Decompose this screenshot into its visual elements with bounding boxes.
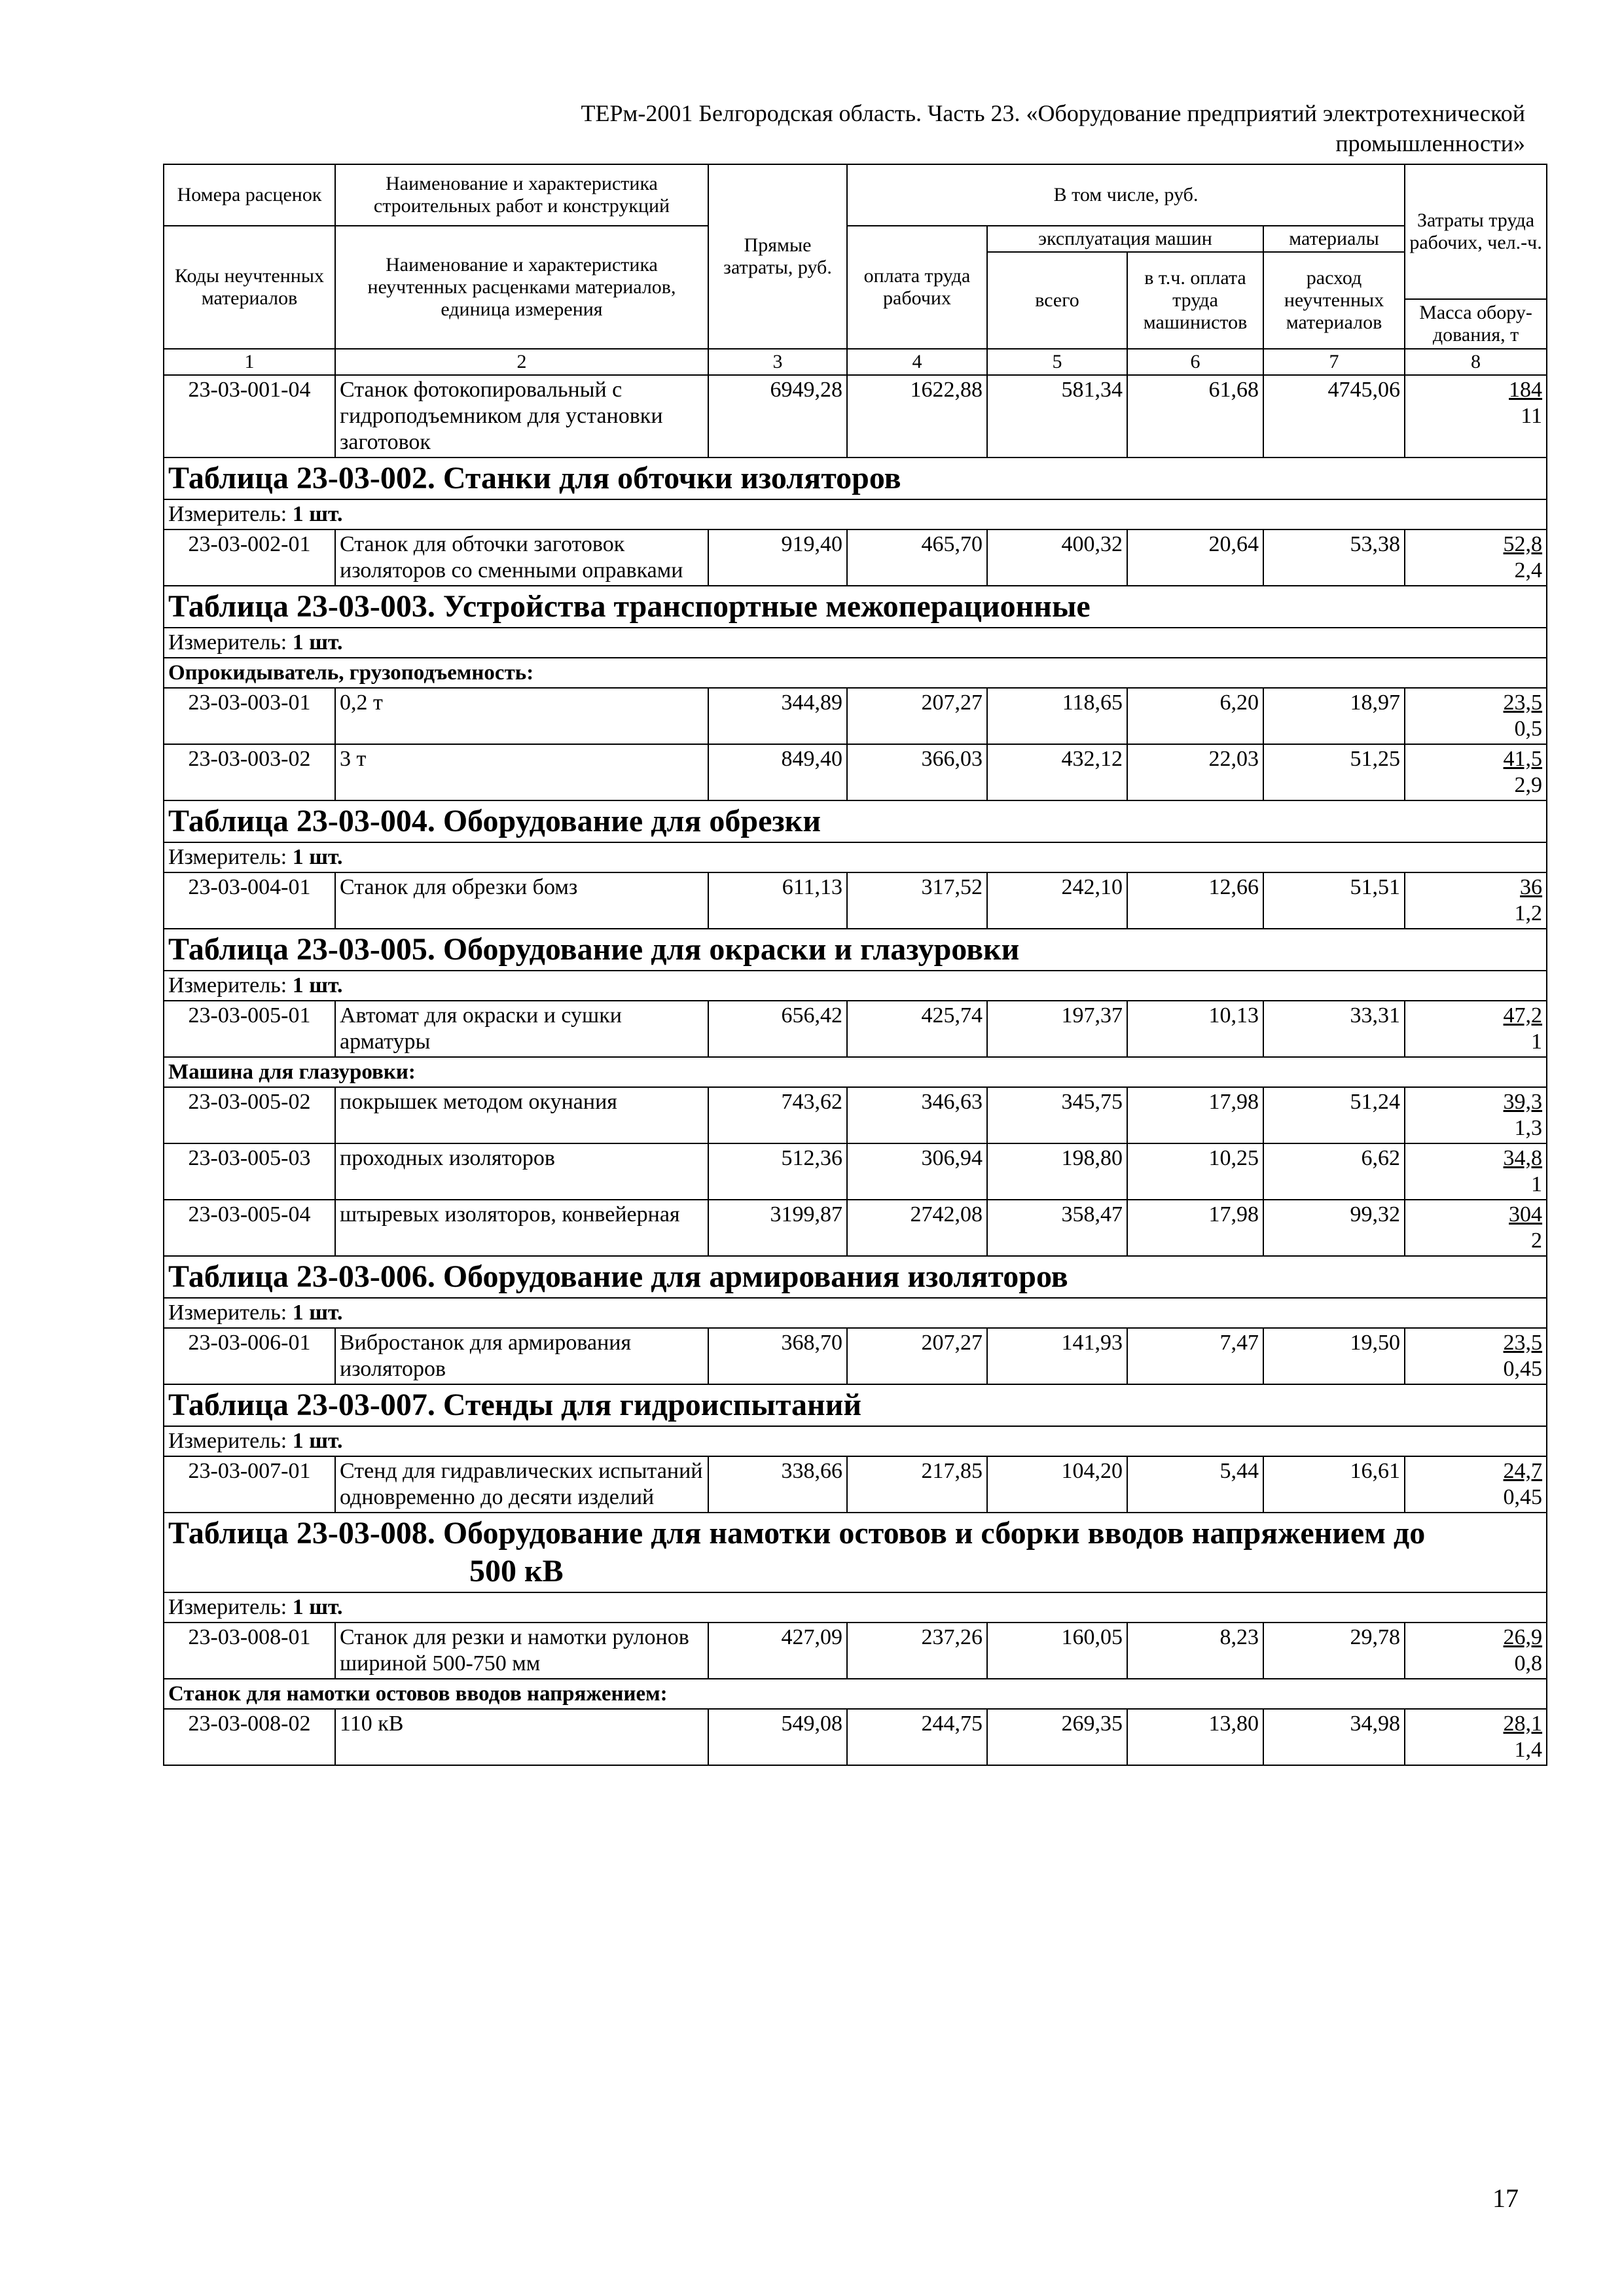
mass-value: 0,8	[1514, 1651, 1543, 1676]
mass-value: 0,5	[1514, 717, 1543, 741]
header-direct-costs: Прямые затраты, руб.	[708, 164, 847, 349]
operator-pay: 17,98	[1127, 1087, 1263, 1143]
group-title: Машина для глазуровки:	[164, 1057, 1547, 1087]
table-row	[164, 1001, 1547, 1057]
direct-costs: 368,70	[708, 1328, 847, 1384]
labor-and-mass	[1405, 1001, 1547, 1057]
materials-cost: 34,98	[1263, 1709, 1405, 1765]
materials-cost: 4745,06	[1263, 375, 1405, 457]
labor-and-mass	[1405, 1623, 1547, 1679]
mass-value: 2,9	[1514, 773, 1543, 797]
section-header	[164, 586, 1547, 628]
unit-row	[164, 971, 1547, 1001]
unit-label: Измеритель:	[168, 502, 287, 526]
operator-pay: 17,98	[1127, 1200, 1263, 1256]
section-title: Таблица 23-03-003. Устройства транспортные межоперационные	[168, 589, 1091, 624]
direct-costs: 344,89	[708, 688, 847, 744]
rate-name: Автомат для окраски и сушки арматуры	[335, 1001, 708, 1057]
materials-cost: 51,51	[1263, 872, 1405, 929]
mass-value: 1,3	[1514, 1116, 1543, 1140]
unit-row	[164, 1426, 1547, 1456]
section-title: Таблица 23-03-006. Оборудование для армирования изоляторов	[168, 1259, 1068, 1294]
rate-name: Вибростанок для армирования изоляторов	[335, 1328, 708, 1384]
rate-code: 23-03-008-02	[164, 1709, 335, 1765]
rate-name: проходных изоляторов	[335, 1143, 708, 1200]
labor-value: 34,8	[1503, 1146, 1543, 1170]
machine-total: 104,20	[987, 1456, 1127, 1513]
col-number: 3	[708, 349, 847, 375]
section-title: Таблица 23-03-008. Оборудование для намотки остовов и сборки вводов напряжением до	[168, 1516, 1426, 1551]
machine-total: 269,35	[987, 1709, 1127, 1765]
rate-code: 23-03-007-01	[164, 1456, 335, 1513]
section-title: Таблица 23-03-004. Оборудование для обрезки	[168, 804, 821, 838]
labor-and-mass	[1405, 744, 1547, 800]
table-row	[164, 1087, 1547, 1143]
rate-name: Станок фотокопировальный с гидроподъемником для установки заготовок	[335, 375, 708, 457]
machine-total: 432,12	[987, 744, 1127, 800]
unit-label: Измеритель:	[168, 1300, 287, 1325]
header-including: В том числе, руб.	[847, 164, 1405, 226]
header-operator-pay: в т.ч. оплата труда машинистов	[1127, 252, 1263, 349]
mass-value: 1,2	[1514, 901, 1543, 925]
page-number: 17	[1492, 2183, 1519, 2213]
rate-code: 23-03-003-02	[164, 744, 335, 800]
direct-costs: 338,66	[708, 1456, 847, 1513]
machine-total: 197,37	[987, 1001, 1127, 1057]
materials-cost: 53,38	[1263, 529, 1405, 586]
header-materials: материалы	[1263, 226, 1405, 252]
mass-value: 0,45	[1503, 1357, 1543, 1381]
header-equipment-mass: Масса обору-дования, т	[1405, 299, 1547, 349]
mass-value: 0,45	[1503, 1485, 1543, 1509]
worker-pay: 207,27	[847, 1328, 987, 1384]
direct-costs: 919,40	[708, 529, 847, 586]
machine-total: 358,47	[987, 1200, 1127, 1256]
document-header	[393, 98, 1525, 158]
operator-pay: 61,68	[1127, 375, 1263, 457]
rate-code: 23-03-005-03	[164, 1143, 335, 1200]
unit-row	[164, 628, 1547, 658]
direct-costs: 427,09	[708, 1623, 847, 1679]
labor-value: 24,7	[1503, 1459, 1543, 1483]
col-number: 4	[847, 349, 987, 375]
group-row	[164, 1057, 1547, 1087]
labor-and-mass	[1405, 688, 1547, 744]
machine-total: 141,93	[987, 1328, 1127, 1384]
header-machine-operation: эксплуатация машин	[987, 226, 1263, 252]
col-number: 5	[987, 349, 1127, 375]
section-header	[164, 457, 1547, 499]
rate-code: 23-03-003-01	[164, 688, 335, 744]
direct-costs: 849,40	[708, 744, 847, 800]
labor-value: 304	[1509, 1202, 1543, 1227]
col-number: 1	[164, 349, 335, 375]
unit-label: Измеритель:	[168, 630, 287, 655]
unit-row	[164, 1298, 1547, 1328]
operator-pay: 5,44	[1127, 1456, 1263, 1513]
header-work-name: Наименование и характеристика строительных работ и конструкций	[335, 164, 708, 226]
rate-code: 23-03-006-01	[164, 1328, 335, 1384]
col-number: 6	[1127, 349, 1263, 375]
machine-total: 242,10	[987, 872, 1127, 929]
rate-name: покрышек методом окунания	[335, 1087, 708, 1143]
labor-and-mass	[1405, 1200, 1547, 1256]
rate-code: 23-03-005-01	[164, 1001, 335, 1057]
rate-name: 3 т	[335, 744, 708, 800]
materials-cost: 51,25	[1263, 744, 1405, 800]
table-row	[164, 375, 1547, 457]
table-row	[164, 688, 1547, 744]
rate-code: 23-03-005-02	[164, 1087, 335, 1143]
section-header	[164, 1513, 1547, 1592]
rate-code: 23-03-005-04	[164, 1200, 335, 1256]
rate-code: 23-03-001-04	[164, 375, 335, 457]
direct-costs: 6949,28	[708, 375, 847, 457]
labor-value: 23,5	[1503, 691, 1543, 715]
materials-cost: 18,97	[1263, 688, 1405, 744]
machine-total: 198,80	[987, 1143, 1127, 1200]
header-line-1: ТЕРм-2001 Белгородская область. Часть 23. «Оборудование предприятий электротехнической	[581, 100, 1525, 126]
machine-total: 118,65	[987, 688, 1127, 744]
labor-value: 184	[1509, 378, 1543, 402]
header-material-codes: Коды неучтенных материалов	[164, 226, 335, 349]
unit-row	[164, 1592, 1547, 1623]
table-row	[164, 872, 1547, 929]
materials-cost: 6,62	[1263, 1143, 1405, 1200]
operator-pay: 12,66	[1127, 872, 1263, 929]
mass-value: 1	[1531, 1030, 1543, 1054]
col-number: 2	[335, 349, 708, 375]
rate-name: 0,2 т	[335, 688, 708, 744]
mass-value: 1,4	[1514, 1738, 1543, 1762]
unit-value: 1 шт.	[292, 845, 343, 869]
materials-cost: 51,24	[1263, 1087, 1405, 1143]
unit-row	[164, 499, 1547, 529]
operator-pay: 8,23	[1127, 1623, 1263, 1679]
worker-pay: 465,70	[847, 529, 987, 586]
direct-costs: 549,08	[708, 1709, 847, 1765]
labor-value: 36	[1520, 875, 1543, 899]
section-header	[164, 929, 1547, 971]
section-title: Таблица 23-03-005. Оборудование для окраски и глазуровки	[168, 932, 1020, 967]
table-header	[164, 164, 1547, 375]
section-header	[164, 800, 1547, 842]
group-row	[164, 1679, 1547, 1709]
unit-row	[164, 842, 1547, 872]
unit-value: 1 шт.	[292, 1429, 343, 1453]
direct-costs: 743,62	[708, 1087, 847, 1143]
section-title: Таблица 23-03-007. Стенды для гидроиспытаний	[168, 1388, 861, 1422]
worker-pay: 366,03	[847, 744, 987, 800]
operator-pay: 10,13	[1127, 1001, 1263, 1057]
group-row	[164, 658, 1547, 688]
labor-and-mass	[1405, 1328, 1547, 1384]
labor-value: 28,1	[1503, 1712, 1543, 1736]
rate-name: штыревых изоляторов, конвейерная	[335, 1200, 708, 1256]
rate-name: Стенд для гидравлических испытаний одновременно до десяти изделий	[335, 1456, 708, 1513]
table-row	[164, 529, 1547, 586]
section-title: Таблица 23-03-002. Станки для обточки изоляторов	[168, 461, 901, 495]
table-row	[164, 1200, 1547, 1256]
direct-costs: 3199,87	[708, 1200, 847, 1256]
header-machine-total: всего	[987, 252, 1127, 349]
unit-label: Измеритель:	[168, 1595, 287, 1619]
labor-and-mass	[1405, 1709, 1547, 1765]
operator-pay: 6,20	[1127, 688, 1263, 744]
materials-cost: 29,78	[1263, 1623, 1405, 1679]
table-row	[164, 1456, 1547, 1513]
worker-pay: 346,63	[847, 1087, 987, 1143]
header-line-2: промышленности»	[1335, 130, 1525, 156]
labor-value: 47,2	[1503, 1003, 1543, 1028]
col-number: 7	[1263, 349, 1405, 375]
worker-pay: 244,75	[847, 1709, 987, 1765]
machine-total: 581,34	[987, 375, 1127, 457]
unit-label: Измеритель:	[168, 845, 287, 869]
header-material-names: Наименование и характеристика неучтенных расценками материалов, единица измерения	[335, 226, 708, 349]
mass-value: 2,4	[1514, 558, 1543, 583]
unit-label: Измеритель:	[168, 1429, 287, 1453]
header-worker-pay: оплата труда рабочих	[847, 226, 987, 349]
col-number: 8	[1405, 349, 1547, 375]
section-header	[164, 1384, 1547, 1426]
section-title-continued: 500 кВ	[469, 1554, 564, 1588]
worker-pay: 217,85	[847, 1456, 987, 1513]
rate-name: Станок для обрезки бомз	[335, 872, 708, 929]
operator-pay: 10,25	[1127, 1143, 1263, 1200]
header-labor-costs: Затраты труда рабочих, чел.-ч.	[1405, 164, 1547, 299]
header-rate-numbers: Номера расценок	[164, 164, 335, 226]
labor-and-mass	[1405, 1456, 1547, 1513]
labor-value: 39,3	[1503, 1090, 1543, 1114]
header-unaccounted-materials: расход неучтенных материалов	[1263, 252, 1405, 349]
operator-pay: 13,80	[1127, 1709, 1263, 1765]
unit-label: Измеритель:	[168, 973, 287, 997]
materials-cost: 16,61	[1263, 1456, 1405, 1513]
labor-value: 23,5	[1503, 1331, 1543, 1355]
mass-value: 11	[1521, 404, 1543, 428]
labor-value: 52,8	[1503, 532, 1543, 556]
worker-pay: 317,52	[847, 872, 987, 929]
table-row	[164, 1143, 1547, 1200]
labor-and-mass	[1405, 529, 1547, 586]
operator-pay: 20,64	[1127, 529, 1263, 586]
unit-value: 1 шт.	[292, 502, 343, 526]
labor-value: 41,5	[1503, 747, 1543, 771]
worker-pay: 1622,88	[847, 375, 987, 457]
group-title: Станок для намотки остовов вводов напряжением:	[164, 1679, 1547, 1709]
rates-table	[163, 164, 1547, 1766]
rate-code: 23-03-004-01	[164, 872, 335, 929]
section-header	[164, 1256, 1547, 1298]
table-row	[164, 1623, 1547, 1679]
machine-total: 400,32	[987, 529, 1127, 586]
unit-value: 1 шт.	[292, 1595, 343, 1619]
operator-pay: 22,03	[1127, 744, 1263, 800]
mass-value: 1	[1531, 1172, 1543, 1196]
machine-total: 160,05	[987, 1623, 1127, 1679]
rate-code: 23-03-008-01	[164, 1623, 335, 1679]
table-row	[164, 744, 1547, 800]
direct-costs: 611,13	[708, 872, 847, 929]
table-row	[164, 1328, 1547, 1384]
table-row	[164, 1709, 1547, 1765]
materials-cost: 19,50	[1263, 1328, 1405, 1384]
group-title: Опрокидыватель, грузоподъемность:	[164, 658, 1547, 688]
unit-value: 1 шт.	[292, 1300, 343, 1325]
worker-pay: 2742,08	[847, 1200, 987, 1256]
rate-name: Станок для обточки заготовок изоляторов со сменными оправками	[335, 529, 708, 586]
labor-and-mass	[1405, 1143, 1547, 1200]
labor-and-mass	[1405, 375, 1547, 457]
worker-pay: 425,74	[847, 1001, 987, 1057]
worker-pay: 306,94	[847, 1143, 987, 1200]
direct-costs: 656,42	[708, 1001, 847, 1057]
unit-value: 1 шт.	[292, 630, 343, 655]
materials-cost: 33,31	[1263, 1001, 1405, 1057]
rate-name: 110 кВ	[335, 1709, 708, 1765]
mass-value: 2	[1531, 1229, 1543, 1253]
rate-name: Станок для резки и намотки рулонов шириной 500-750 мм	[335, 1623, 708, 1679]
operator-pay: 7,47	[1127, 1328, 1263, 1384]
rate-code: 23-03-002-01	[164, 529, 335, 586]
labor-and-mass	[1405, 1087, 1547, 1143]
labor-value: 26,9	[1503, 1625, 1543, 1649]
machine-total: 345,75	[987, 1087, 1127, 1143]
labor-and-mass	[1405, 872, 1547, 929]
worker-pay: 207,27	[847, 688, 987, 744]
direct-costs: 512,36	[708, 1143, 847, 1200]
unit-value: 1 шт.	[292, 973, 343, 997]
materials-cost: 99,32	[1263, 1200, 1405, 1256]
worker-pay: 237,26	[847, 1623, 987, 1679]
